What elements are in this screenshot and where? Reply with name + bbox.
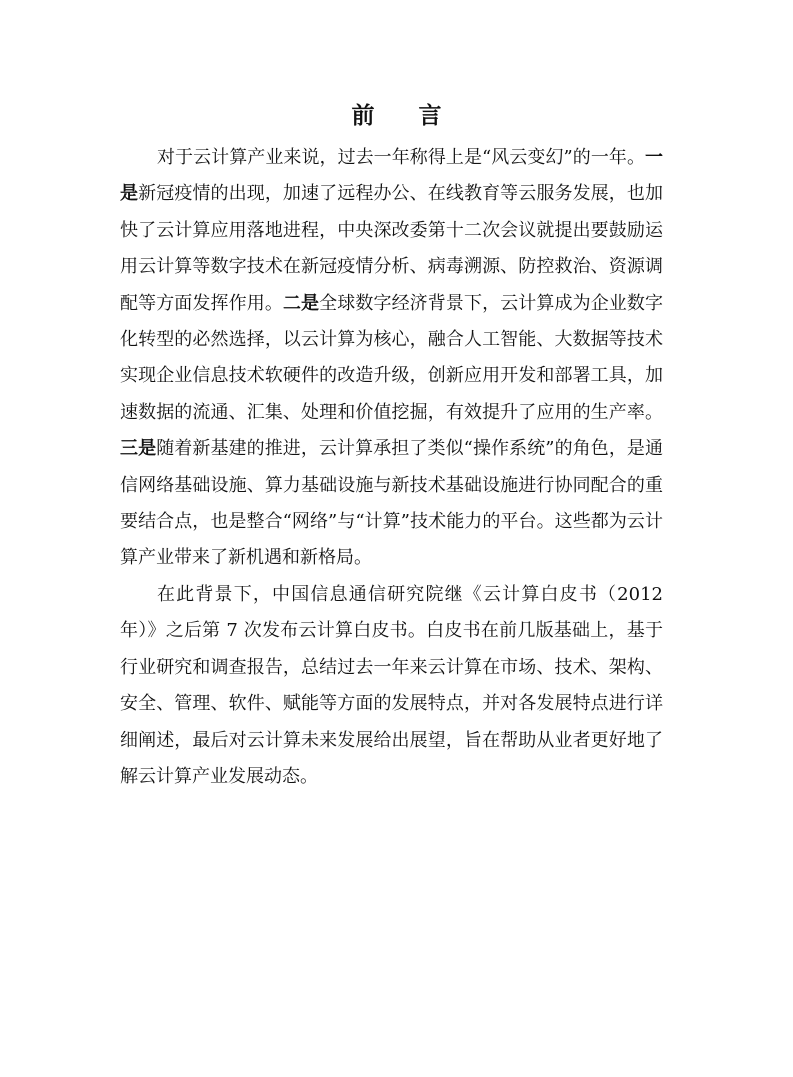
page-title: 前 言 [351, 102, 460, 129]
paragraph-1 [120, 140, 663, 577]
point-1-text: 新冠疫情的出现，加速了远程办公、在线教育等云服务发展，也加快了云计算应用落地进程，中央深改委第十二次会议就提出要鼓励运用云计算等数字技术在新冠疫情分析、病毒溯源、防控救治、资源调配等方面发挥作用。 [120, 183, 664, 314]
point-3-marker: 三是 [120, 438, 157, 460]
point-1-marker: 一是 [120, 147, 663, 205]
paragraph-2: 在此背景下，中国信息通信研究院继《云计算白皮书（2012 年）》之后第 7 次发布云计算白皮书。白皮书在前几版基础上，基于行业研究和调查报告，总结过去一年来云计算在市场、技术、架构、安全、管理、软件、赋能等方面的发展特点，并对各发展特点进行详细阐述，最后对云计算未来发展给出展望，旨在帮助从业者更好地了解云计算产业发展动态。 [120, 583, 663, 787]
preface-body [120, 140, 663, 795]
paragraph-1-intro: 对于云计算产业来说，过去一年称得上是“风云变幻”的一年。 [157, 147, 645, 168]
point-2-text: 全球数字经济背景下，云计算成为企业数字化转型的必然选择，以云计算为核心，融合人工智能、大数据等技术实现企业信息技术软硬件的改造升级，创新应用开发和部署工具，加速数据的流通、汇集、处理和价值挖掘，有效提升了应用的生产率。 [120, 292, 664, 423]
point-3-text: 随着新基建的推进，云计算承担了类似“操作系统”的角色，是通信网络基础设施、算力基础设施与新技术基础设施进行协同配合的重要结合点，也是整合“网络”与“计算”技术能力的平台。这些都为云计算产业带来了新机遇和新格局。 [120, 438, 664, 569]
point-2-marker: 二是 [282, 292, 320, 314]
